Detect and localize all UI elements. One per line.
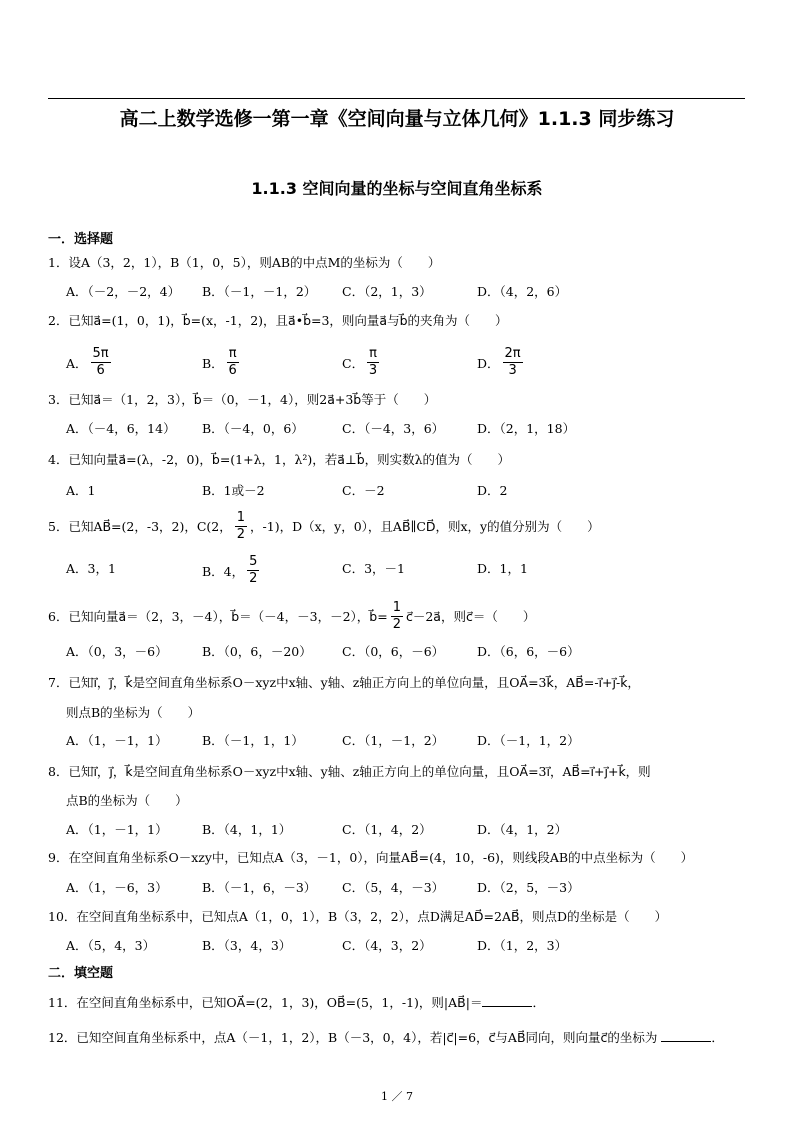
- section-subtitle: 1.1.3 空间向量的坐标与空间直角坐标系: [251, 179, 543, 198]
- question-9: 9．在空间直角坐标系O－xzy中，已知点A（3，－1，0），向量AB⃗=(4，10，-6)，则线段AB的中点坐标为（ ）: [48, 850, 694, 865]
- question-7-options: [66, 731, 756, 751]
- option-d: D．（6，6，－6）: [477, 644, 580, 659]
- question-3: 3．已知a⃗＝（1，2，3），b⃗＝（0，－1，4），则2a⃗+3b⃗等于（ ）: [48, 392, 437, 407]
- question-1: 1．设A（3，2，1），B（1，0，5），则AB的中点M的坐标为（ ）: [48, 255, 441, 270]
- question-8-options: [66, 820, 756, 840]
- option-c: C．（2，1，3）: [342, 284, 432, 299]
- option-b: B．（4，1，1）: [202, 822, 292, 837]
- option-d: D．（－1，1，2）: [477, 733, 580, 748]
- fraction: $\frac{\pi}{6}$: [228, 346, 237, 378]
- option-a: A．（1，－6，3）: [66, 880, 168, 895]
- option-b: B．（3，4，3）: [202, 938, 292, 953]
- option-d: D．2: [477, 483, 508, 498]
- option-d: D．（2，1，18）: [477, 421, 576, 436]
- option-d: D．（4，1，2）: [477, 822, 568, 837]
- question-7-continuation: 则点B的坐标为（ ）: [66, 705, 201, 720]
- option-a: A．（5，4，3）: [66, 938, 156, 953]
- option-a: A．（1，－1，1）: [66, 733, 168, 748]
- option-b: B． $\frac{\pi}{6}$: [202, 346, 237, 378]
- option-a: A． $\frac{5\pi}{6}$: [66, 346, 109, 378]
- question-10: 10．在空间直角坐标系中，已知点A（1，0，1），B（3，2，2），点D满足AD⃗=2AB⃗，则点D的坐标是（ ）: [48, 909, 668, 924]
- option-c: C．（0，6，－6）: [342, 644, 445, 659]
- option-a: A．（－2，－2，4）: [66, 284, 181, 299]
- question-5-options: [66, 554, 756, 586]
- option-d: D．（2，5，－3）: [477, 880, 580, 895]
- option-b: B．（－1，1，1）: [202, 733, 304, 748]
- option-a: A．（0，3，－6）: [66, 644, 168, 659]
- fraction: $\frac{5\pi}{6}$: [92, 346, 109, 378]
- option-b: B．（0，6，－20）: [202, 644, 312, 659]
- question-2-options: [66, 346, 756, 378]
- option-d: D．（4，2，6）: [477, 284, 568, 299]
- fraction: $\frac{2\pi}{3}$: [504, 346, 521, 378]
- section-fill-heading: 二．填空题: [48, 966, 114, 981]
- question-8-continuation: 点B的坐标为（ ）: [66, 793, 188, 808]
- option-d: D． $\frac{2\pi}{3}$: [477, 346, 521, 378]
- question-2: 2．已知a⃗=(1，0，1)，b⃗=(x，-1，2)，且a⃗•b⃗=3，则向量a⃗与b⃗的夹角为（ ）: [48, 313, 508, 328]
- option-c: C．（4，3，2）: [342, 938, 432, 953]
- fraction: $\frac{\pi}{3}$: [368, 346, 378, 378]
- option-b: B．（－1，6，－3）: [202, 880, 317, 895]
- question-12: 12．已知空间直角坐标系中，点A（－1，1，2），B（－3，0，4），若|c⃗|=6，c⃗与AB⃗同向，则向量c⃗的坐标为 ．: [48, 1030, 724, 1045]
- option-b: B．（－4，0，6）: [202, 421, 304, 436]
- question-8: 8．已知i⃗，j⃗，k⃗是空间直角坐标系O－xyz中x轴、y轴、z轴正方向上的单位向量，且OA⃗=3i⃗，AB⃗=i⃗+j⃗+k⃗，则: [48, 764, 651, 779]
- option-a: A．（1，－1，1）: [66, 822, 168, 837]
- fraction: $\frac{1}{2}$: [236, 510, 246, 542]
- question-10-options: [66, 936, 756, 956]
- option-b: B．（－1，－1，2）: [202, 284, 317, 299]
- option-d: D．（1，2，3）: [477, 938, 568, 953]
- section-choice-heading: 一．选择题: [48, 232, 114, 247]
- question-9-options: [66, 878, 756, 898]
- question-6: 6．已知向量a⃗＝（2，3，－4），b⃗＝（－4，－3，－2），b⃗= $\frac{1}{2}$ c⃗－2a⃗，则c⃗＝（ ）: [48, 600, 536, 632]
- option-b: B．1或－2: [202, 483, 265, 498]
- option-c: C．（5，4，－3）: [342, 880, 445, 895]
- option-b: B．4， $\frac{5}{2}$: [202, 554, 258, 586]
- question-7: 7．已知i⃗，j⃗，k⃗是空间直角坐标系O－xyz中x轴、y轴、z轴正方向上的单位向量，且OA⃗=3k⃗，AB⃗=-i⃗+j⃗-k⃗，: [48, 675, 640, 690]
- question-5: 5．已知AB⃗=(2，-3，2)，C(2， $\frac{1}{2}$ ，-1)，D（x，y，0），且AB⃗∥CD⃗，则x，y的值分别为（ ）: [48, 510, 600, 542]
- option-d: D．1，1: [477, 561, 528, 576]
- answer-blank[interactable]: [661, 1041, 711, 1042]
- option-c: C．（－4，3，6）: [342, 421, 445, 436]
- option-c: C．（1，－1，2）: [342, 733, 445, 748]
- option-c: C． $\frac{\pi}{3}$: [342, 346, 378, 378]
- question-6-options: [66, 642, 756, 662]
- option-a: A．1: [66, 483, 96, 498]
- option-c: C．（1，4，2）: [342, 822, 432, 837]
- question-11: 11．在空间直角坐标系中，已知OA⃗=(2，1，3)，OB⃗=(5，1，-1)，则|AB⃗|＝ ．: [48, 995, 545, 1010]
- option-c: C．3，－1: [342, 561, 405, 576]
- question-4-options: [66, 481, 756, 501]
- option-a: A．3，1: [66, 561, 116, 576]
- document-title: 高二上数学选修一第一章《空间向量与立体几何》1.1.3 同步练习: [119, 108, 675, 130]
- answer-blank[interactable]: [482, 1006, 532, 1007]
- option-a: A．（－4，6，14）: [66, 421, 176, 436]
- page-number: 1 ／ 7: [381, 1090, 413, 1103]
- question-4: 4．已知向量a⃗=(λ，-2，0)，b⃗=(1+λ，1，λ²)，若a⃗⊥b⃗，则实数λ的值为（ ）: [48, 452, 511, 467]
- header-rule: [48, 98, 745, 99]
- question-1-options: [66, 282, 756, 302]
- question-3-options: [66, 419, 756, 439]
- fraction: $\frac{1}{2}$: [392, 600, 401, 632]
- fraction: $\frac{5}{2}$: [249, 554, 258, 586]
- option-c: C．－2: [342, 483, 385, 498]
